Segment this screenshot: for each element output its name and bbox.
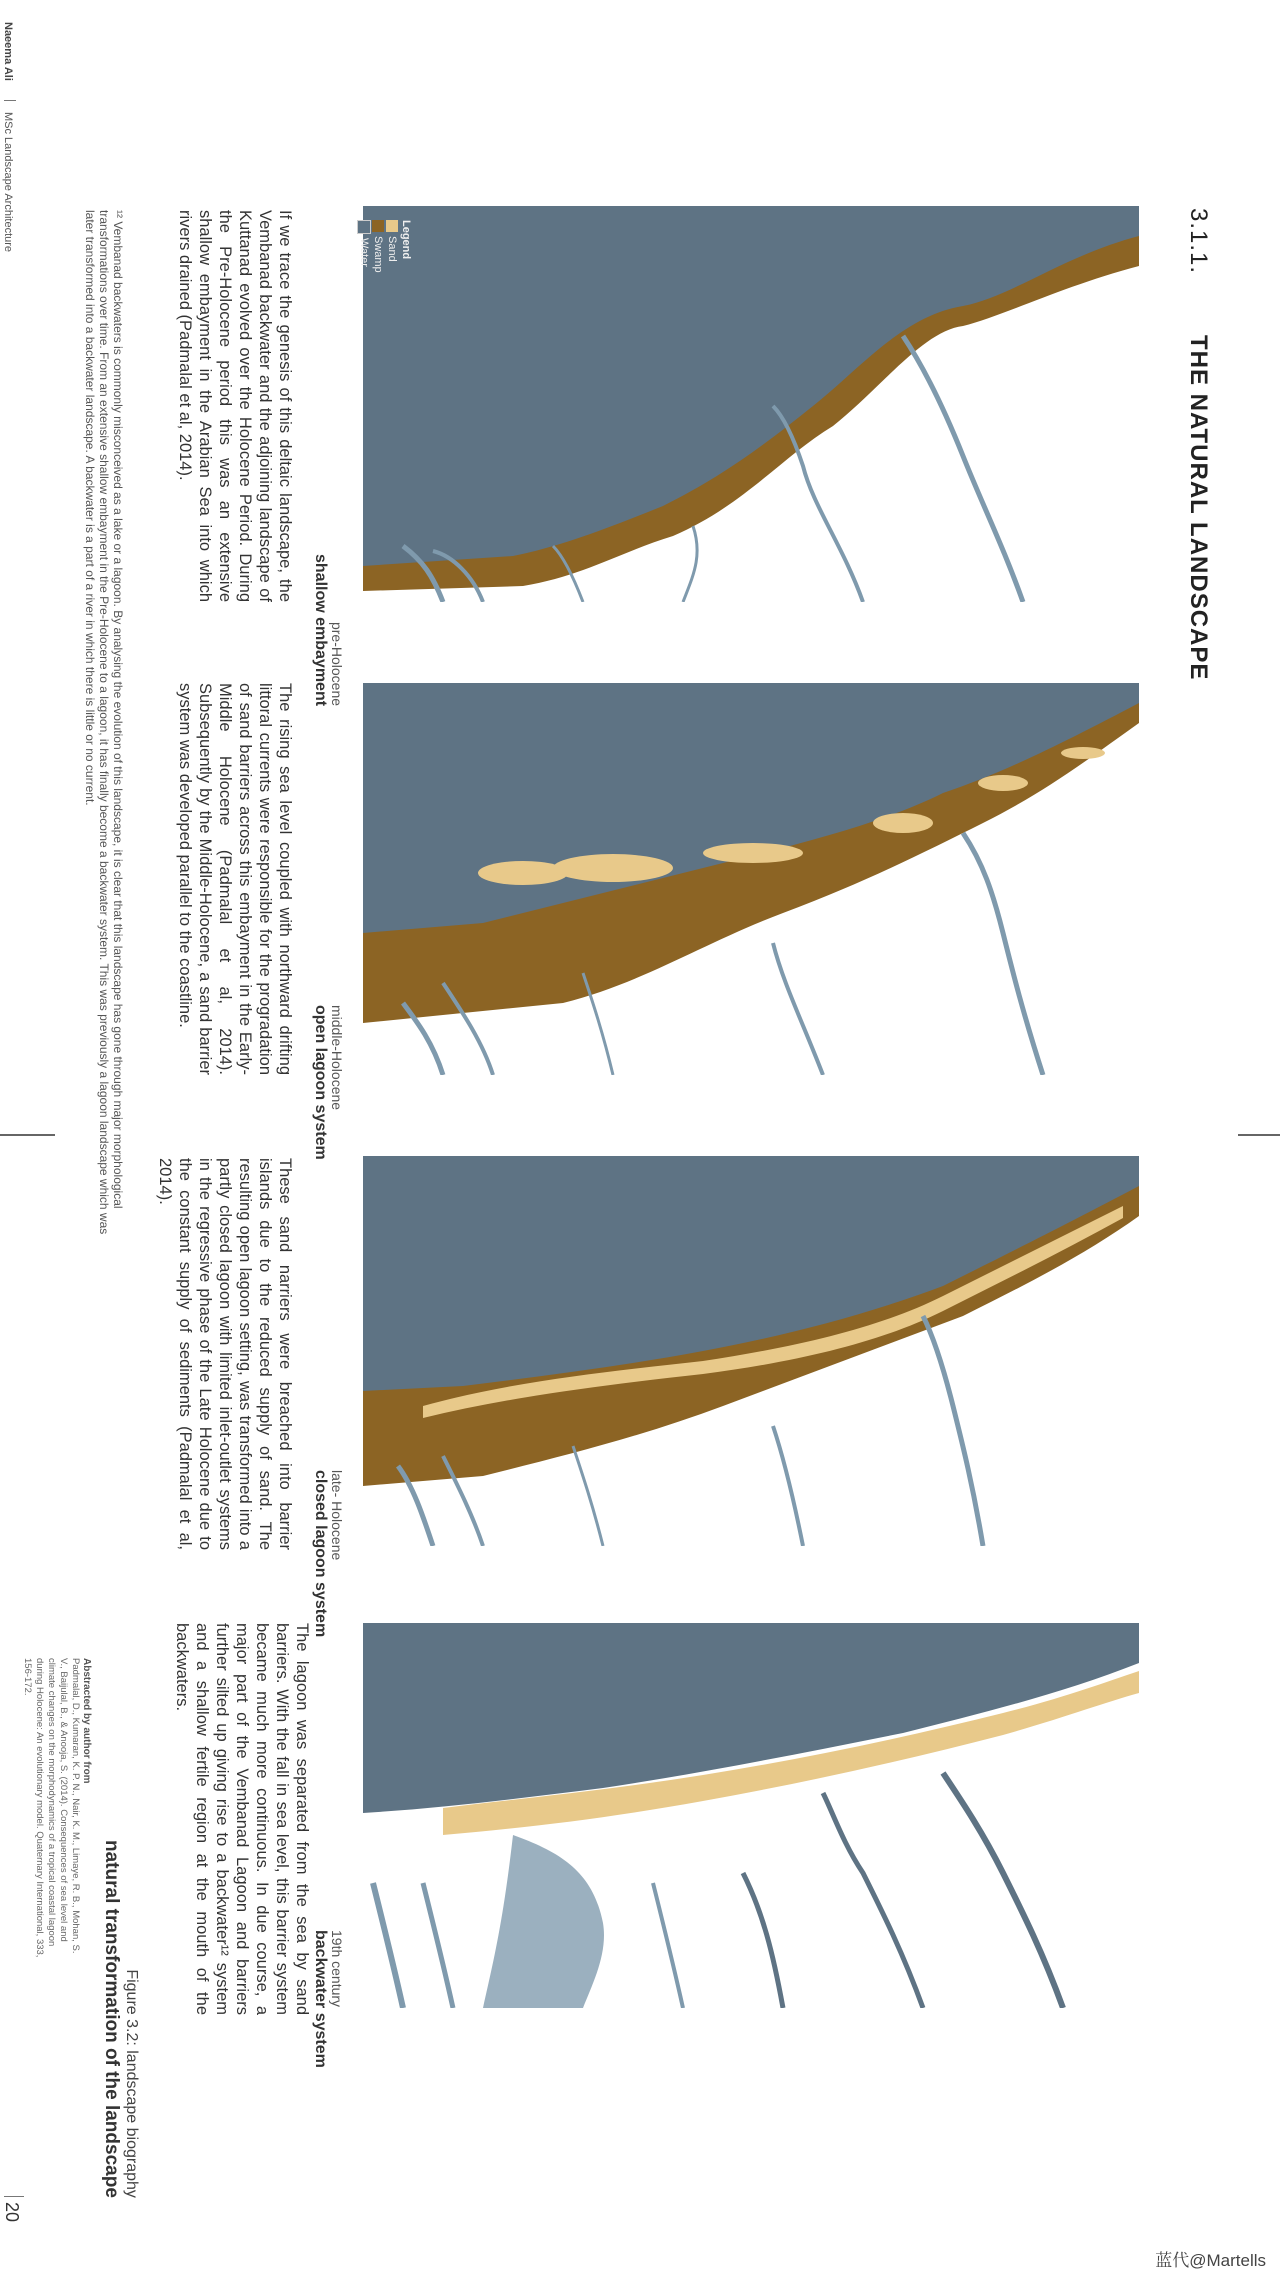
legend-item-sand: Sand <box>385 220 399 300</box>
map-late-holocene-svg <box>363 1156 1139 1546</box>
source-citation: Padmalal, D., Kumaran, K. P. N., Nair, K. M., Limaye, R. B., Mohan, S. V., Baijulal, B., & Anooja, S. (2014). Consequences of sea level and climate changes on the morphodynamics of a tropical coastal lagoon during Holocene: An evolutionary model. Quaternary International, 333, 156-172. <box>22 1658 81 1958</box>
legend-title: Legend <box>400 220 412 260</box>
figure-caption <box>100 1840 140 2198</box>
watermark: 蓝代@Martells <box>1155 2251 1266 2270</box>
figure-label: Figure 3.2: landscape biography <box>123 1969 140 2198</box>
phase-name: backwater system <box>312 1930 329 2068</box>
map-legend <box>357 220 413 300</box>
legend-item-water: Water <box>357 220 371 300</box>
map-pre-holocene-svg <box>363 206 1139 602</box>
legend-swatch-sand <box>386 220 398 232</box>
text-pre-holocene: If we trace the genesis of this deltaic landscape, the Vembanad backwater and the adjoining landscape of Kuttanad evolved over the Holocene Period. During the Pre-Holocene period this was an extensive shallow embayment in the Arabian Sea into which rivers drained (Padmalal et al, 2014). <box>176 210 294 602</box>
right-edge-mark <box>1238 1134 1280 1136</box>
phase-name: shallow embayment <box>312 554 329 707</box>
period-label: middle-Holocene <box>329 1005 345 1111</box>
source-heading: Abstracted by author from <box>81 1658 92 1784</box>
caption-19c <box>311 1930 345 2068</box>
caption-middle-holocene <box>311 1005 345 1160</box>
text-middle-holocene: The rising sea level coupled with northward drifting littoral currents were responsible for the progradation of sand barriers across this embayment in the Early-Middle Holocene (Padmalal et al, 2014). Subsequently by the Middle-Holocene, a sand barrier system was developed parallel to the coastline. <box>176 683 294 1075</box>
caption-pre-holocene <box>311 554 345 706</box>
legend-swatch-water <box>357 220 371 234</box>
text-late-holocene: These sand narriers were breached into barrier islands due to the reduced supply of sand. The resulting open lagoon setting, was transformed into a partly closed lagoon with limited inlet-outlet systems in the regressive phase of the Late Holocene due to the constant supply of sediments (Padmalal et al, 2014). <box>156 1158 294 1550</box>
phase-name: open lagoon system <box>312 1005 329 1160</box>
map-middle-holocene-svg <box>363 683 1139 1075</box>
page-number: 20 <box>2 2202 22 2223</box>
legend-swatch-swamp <box>372 220 384 232</box>
period-label: 19th century <box>329 1930 345 2008</box>
period-label: pre-Holocene <box>329 621 345 707</box>
phase-name: closed lagoon system <box>312 1470 329 1638</box>
text-19th-century: The lagoon was separated from the sea by sand barriers. With the fall in sea level, this barrier system became much more continuous. In due course, a major part of the Vembanad Lagoon and barriers further silted up giving rise to a backwater¹² system and a shallow fertile region at the mouth of the backwaters. <box>173 1623 311 2015</box>
section-number: 3.1.1. <box>1185 208 1212 275</box>
section-title-text: THE NATURAL LANDSCAPE <box>1185 334 1212 681</box>
map-pre-holocene <box>358 206 1139 602</box>
left-edge-mark <box>0 1134 55 1136</box>
page-number-rule <box>4 2196 24 2197</box>
figure-title: natural transformation of the landscape <box>101 1840 122 2198</box>
period-label: late- Holocene <box>329 1470 345 1561</box>
map-19th-century-svg <box>363 1623 1139 2008</box>
caption-late-holocene <box>311 1470 345 1637</box>
author-name: Naeema Ali <box>2 22 14 81</box>
section-title <box>1184 208 1212 680</box>
map-19th-century <box>363 1623 1139 2008</box>
program-name: MSc Landscape Architecture <box>2 112 14 253</box>
map-middle-holocene <box>363 683 1139 1075</box>
legend-item-swamp: Swamp <box>371 220 385 300</box>
map-late-holocene <box>363 1156 1139 1546</box>
header-divider <box>4 100 16 101</box>
figure-source <box>21 1658 92 1958</box>
footnote: ¹² Vembanad backwaters is commonly misconceived as a lake or a lagoon. By analysing the evolution of this landscape, it is clear that this landscape has gone through major morphological transformations over time. From an extensive shallow embayment in the Pre-Holocene to a lagoon, it has finally become a backwater system. This was previously a lagoon landscape which was later transformed into a backwater landscape. A backwater is a part of a river in which there is little or no current. <box>83 210 125 1235</box>
